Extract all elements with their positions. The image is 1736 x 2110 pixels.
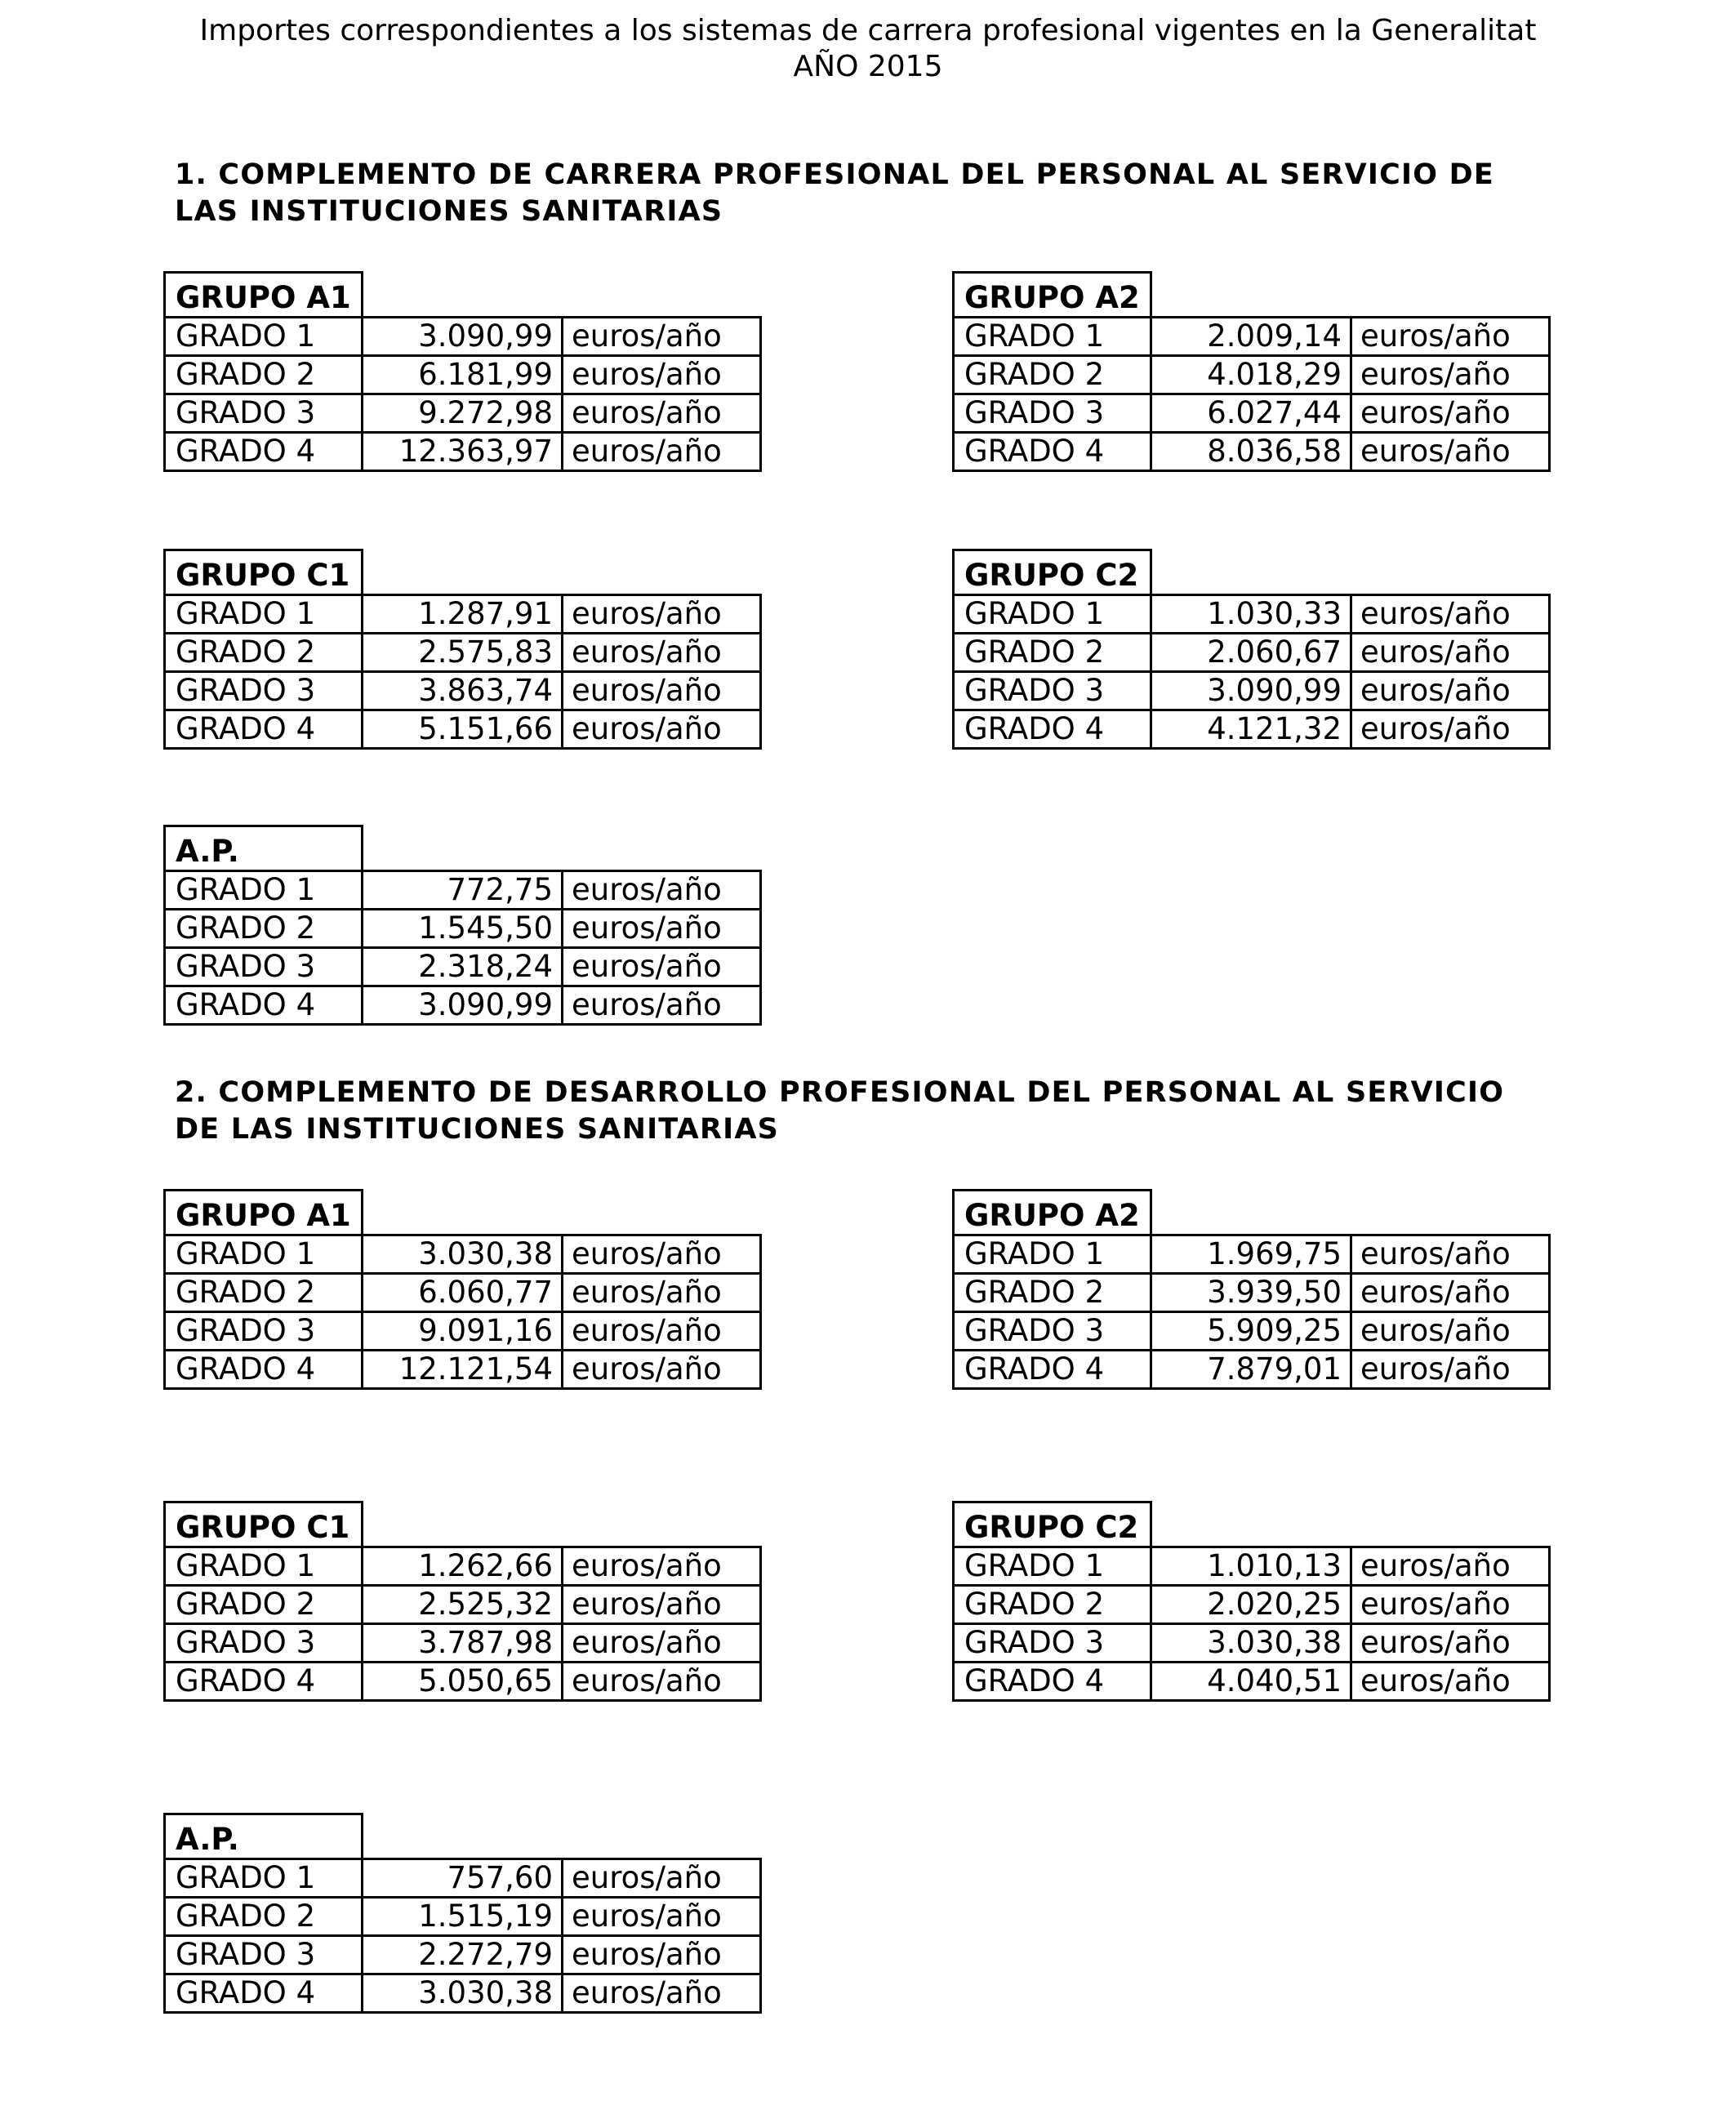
table-row bbox=[954, 1624, 1550, 1663]
header-spacer bbox=[1151, 550, 1550, 595]
table-row bbox=[165, 1663, 761, 1701]
grade-amount: 4.040,51 bbox=[1151, 1663, 1351, 1701]
grade-amount: 5.050,65 bbox=[363, 1663, 563, 1701]
section-2-heading bbox=[175, 1075, 1563, 1148]
amount-unit: euros/año bbox=[563, 672, 761, 710]
table-row bbox=[165, 710, 761, 749]
grade-amount: 6.181,99 bbox=[363, 356, 563, 394]
table-row bbox=[165, 1586, 761, 1624]
grade-amount: 3.090,99 bbox=[1151, 672, 1351, 710]
amount-unit: euros/año bbox=[563, 871, 761, 910]
amount-unit: euros/año bbox=[563, 1663, 761, 1701]
grade-table bbox=[163, 825, 762, 1026]
amount-unit: euros/año bbox=[563, 595, 761, 634]
amount-unit: euros/año bbox=[1351, 1663, 1550, 1701]
grade-amount: 7.879,01 bbox=[1151, 1351, 1351, 1389]
table-row bbox=[954, 595, 1550, 634]
amount-unit: euros/año bbox=[1351, 1547, 1550, 1586]
table-row bbox=[165, 634, 761, 672]
table-header-row bbox=[954, 273, 1550, 318]
grade-amount: 772,75 bbox=[363, 871, 563, 910]
table-row bbox=[165, 672, 761, 710]
amount-unit: euros/año bbox=[1351, 634, 1550, 672]
table-header-row bbox=[165, 273, 761, 318]
grade-label: GRADO 1 bbox=[165, 595, 363, 634]
grade-amount: 1.262,66 bbox=[363, 1547, 563, 1586]
grade-amount: 8.036,58 bbox=[1151, 433, 1351, 471]
table-row bbox=[165, 356, 761, 394]
amount-unit: euros/año bbox=[1351, 1274, 1550, 1312]
grade-table bbox=[163, 271, 762, 472]
grade-amount: 1.545,50 bbox=[363, 910, 563, 948]
amount-unit: euros/año bbox=[563, 710, 761, 749]
grade-amount: 3.030,38 bbox=[1151, 1624, 1351, 1663]
document-year: AÑO 2015 bbox=[793, 50, 943, 83]
amount-unit: euros/año bbox=[563, 433, 761, 471]
amount-unit: euros/año bbox=[563, 1898, 761, 1936]
amount-unit: euros/año bbox=[563, 318, 761, 356]
grade-amount: 2.020,25 bbox=[1151, 1586, 1351, 1624]
group-name: GRUPO A1 bbox=[165, 1191, 363, 1235]
grade-label: GRADO 4 bbox=[165, 986, 363, 1025]
grade-label: GRADO 2 bbox=[954, 356, 1151, 394]
amount-unit: euros/año bbox=[563, 1624, 761, 1663]
grade-label: GRADO 4 bbox=[165, 1663, 363, 1701]
table-row bbox=[954, 1351, 1550, 1389]
grade-label: GRADO 3 bbox=[954, 394, 1151, 433]
grade-amount: 6.060,77 bbox=[363, 1274, 563, 1312]
table-row bbox=[165, 1274, 761, 1312]
table-row bbox=[165, 948, 761, 986]
amount-unit: euros/año bbox=[563, 910, 761, 948]
table-row bbox=[165, 394, 761, 433]
grade-table bbox=[163, 1189, 762, 1390]
table-header-row bbox=[954, 550, 1550, 595]
grade-label: GRADO 3 bbox=[954, 672, 1151, 710]
grade-amount: 3.030,38 bbox=[363, 1235, 563, 1274]
document-title: Importes correspondientes a los sistemas de carrera profesional vigentes en la Generalitat bbox=[199, 14, 1537, 47]
table-row bbox=[954, 672, 1550, 710]
grade-label: GRADO 3 bbox=[165, 1936, 363, 1974]
table-row bbox=[954, 394, 1550, 433]
table-header-row bbox=[165, 550, 761, 595]
grade-label: GRADO 1 bbox=[165, 1547, 363, 1586]
table-row bbox=[165, 1312, 761, 1351]
grade-table bbox=[163, 1813, 762, 2014]
table-row bbox=[165, 1898, 761, 1936]
amount-unit: euros/año bbox=[1351, 672, 1550, 710]
grade-label: GRADO 3 bbox=[954, 1312, 1151, 1351]
grade-amount: 2.318,24 bbox=[363, 948, 563, 986]
amount-unit: euros/año bbox=[563, 1859, 761, 1898]
grade-table bbox=[163, 1501, 762, 1702]
table-row bbox=[954, 1663, 1550, 1701]
group-name: GRUPO C1 bbox=[165, 1502, 363, 1547]
grade-label: GRADO 4 bbox=[954, 710, 1151, 749]
group-name: GRUPO C1 bbox=[165, 550, 363, 595]
grade-label: GRADO 4 bbox=[165, 1351, 363, 1389]
grade-label: GRADO 4 bbox=[165, 433, 363, 471]
grade-label: GRADO 1 bbox=[954, 595, 1151, 634]
table-header-row bbox=[165, 1191, 761, 1235]
table-row bbox=[954, 1586, 1550, 1624]
table-row bbox=[165, 433, 761, 471]
amount-unit: euros/año bbox=[563, 1974, 761, 2013]
header-spacer bbox=[1151, 273, 1550, 318]
amount-unit: euros/año bbox=[1351, 1586, 1550, 1624]
amount-unit: euros/año bbox=[563, 1351, 761, 1389]
grade-amount: 12.121,54 bbox=[363, 1351, 563, 1389]
grade-label: GRADO 3 bbox=[165, 1312, 363, 1351]
amount-unit: euros/año bbox=[1351, 433, 1550, 471]
grade-amount: 3.787,98 bbox=[363, 1624, 563, 1663]
grade-label: GRADO 1 bbox=[954, 318, 1151, 356]
grade-table bbox=[163, 549, 762, 750]
grade-amount: 5.909,25 bbox=[1151, 1312, 1351, 1351]
grade-label: GRADO 1 bbox=[165, 318, 363, 356]
grade-amount: 2.525,32 bbox=[363, 1586, 563, 1624]
table-row bbox=[165, 871, 761, 910]
group-name: GRUPO C2 bbox=[954, 1502, 1151, 1547]
grade-table bbox=[952, 1189, 1551, 1390]
table-row bbox=[165, 318, 761, 356]
grade-label: GRADO 4 bbox=[954, 433, 1151, 471]
grade-label: GRADO 3 bbox=[165, 394, 363, 433]
header-spacer bbox=[363, 550, 761, 595]
table-row bbox=[165, 1936, 761, 1974]
amount-unit: euros/año bbox=[563, 1274, 761, 1312]
table-row bbox=[165, 986, 761, 1025]
group-name: GRUPO A2 bbox=[954, 1191, 1151, 1235]
table-header-row bbox=[165, 826, 761, 871]
grade-amount: 9.272,98 bbox=[363, 394, 563, 433]
grade-label: GRADO 4 bbox=[954, 1351, 1151, 1389]
group-name: GRUPO A1 bbox=[165, 273, 363, 318]
header-spacer bbox=[363, 1814, 761, 1859]
grade-label: GRADO 1 bbox=[165, 871, 363, 910]
grade-label: GRADO 1 bbox=[954, 1547, 1151, 1586]
header-spacer bbox=[363, 1191, 761, 1235]
grade-amount: 4.018,29 bbox=[1151, 356, 1351, 394]
amount-unit: euros/año bbox=[1351, 1351, 1550, 1389]
grade-label: GRADO 2 bbox=[165, 356, 363, 394]
amount-unit: euros/año bbox=[1351, 394, 1550, 433]
section-1-heading-line-2: LAS INSTITUCIONES SANITARIAS bbox=[175, 195, 723, 228]
amount-unit: euros/año bbox=[563, 394, 761, 433]
grade-label: GRADO 2 bbox=[165, 634, 363, 672]
table-row bbox=[165, 1859, 761, 1898]
table-row bbox=[954, 710, 1550, 749]
table-header-row bbox=[954, 1502, 1550, 1547]
group-name: A.P. bbox=[165, 1814, 363, 1859]
section-2-heading-line-1: 2. COMPLEMENTO DE DESARROLLO PROFESIONAL DEL PERSONAL AL SERVICIO bbox=[175, 1076, 1505, 1109]
header-spacer bbox=[1151, 1502, 1550, 1547]
amount-unit: euros/año bbox=[563, 1235, 761, 1274]
grade-label: GRADO 2 bbox=[165, 1274, 363, 1312]
section-2-heading-line-2: DE LAS INSTITUCIONES SANITARIAS bbox=[175, 1113, 780, 1146]
grade-label: GRADO 1 bbox=[954, 1235, 1151, 1274]
grade-amount: 2.575,83 bbox=[363, 634, 563, 672]
grade-label: GRADO 2 bbox=[165, 1586, 363, 1624]
grade-amount: 3.939,50 bbox=[1151, 1274, 1351, 1312]
amount-unit: euros/año bbox=[563, 1586, 761, 1624]
table-row bbox=[165, 1351, 761, 1389]
grade-amount: 9.091,16 bbox=[363, 1312, 563, 1351]
table-header-row bbox=[165, 1502, 761, 1547]
group-name: A.P. bbox=[165, 826, 363, 871]
amount-unit: euros/año bbox=[563, 1936, 761, 1974]
grade-amount: 3.090,99 bbox=[363, 318, 563, 356]
table-row bbox=[954, 433, 1550, 471]
table-header-row bbox=[954, 1191, 1550, 1235]
table-row bbox=[954, 1312, 1550, 1351]
grade-label: GRADO 3 bbox=[165, 948, 363, 986]
amount-unit: euros/año bbox=[563, 356, 761, 394]
grade-label: GRADO 2 bbox=[165, 1898, 363, 1936]
table-row bbox=[954, 356, 1550, 394]
grade-label: GRADO 1 bbox=[165, 1235, 363, 1274]
grade-table bbox=[952, 549, 1551, 750]
grade-amount: 4.121,32 bbox=[1151, 710, 1351, 749]
amount-unit: euros/año bbox=[1351, 318, 1550, 356]
header-spacer bbox=[1151, 1191, 1550, 1235]
amount-unit: euros/año bbox=[563, 948, 761, 986]
amount-unit: euros/año bbox=[1351, 1624, 1550, 1663]
grade-amount: 2.009,14 bbox=[1151, 318, 1351, 356]
grade-label: GRADO 4 bbox=[954, 1663, 1151, 1701]
amount-unit: euros/año bbox=[1351, 595, 1550, 634]
grade-label: GRADO 3 bbox=[165, 1624, 363, 1663]
grade-amount: 757,60 bbox=[363, 1859, 563, 1898]
grade-amount: 2.272,79 bbox=[363, 1936, 563, 1974]
table-row bbox=[165, 1624, 761, 1663]
table-row bbox=[954, 1235, 1550, 1274]
grade-amount: 1.287,91 bbox=[363, 595, 563, 634]
grade-label: GRADO 4 bbox=[165, 1974, 363, 2013]
grade-amount: 3.030,38 bbox=[363, 1974, 563, 2013]
grade-label: GRADO 1 bbox=[165, 1859, 363, 1898]
header-spacer bbox=[363, 1502, 761, 1547]
section-1-heading-line-1: 1. COMPLEMENTO DE CARRERA PROFESIONAL DEL PERSONAL AL SERVICIO DE bbox=[175, 158, 1494, 191]
grade-amount: 2.060,67 bbox=[1151, 634, 1351, 672]
grade-table bbox=[952, 271, 1551, 472]
grade-label: GRADO 2 bbox=[954, 634, 1151, 672]
grade-amount: 6.027,44 bbox=[1151, 394, 1351, 433]
amount-unit: euros/año bbox=[563, 1547, 761, 1586]
section-1-heading bbox=[175, 157, 1563, 230]
grade-amount: 1.030,33 bbox=[1151, 595, 1351, 634]
table-row bbox=[165, 1235, 761, 1274]
header-spacer bbox=[363, 273, 761, 318]
table-row bbox=[165, 1974, 761, 2013]
grade-amount: 5.151,66 bbox=[363, 710, 563, 749]
group-name: GRUPO C2 bbox=[954, 550, 1151, 595]
grade-amount: 1.010,13 bbox=[1151, 1547, 1351, 1586]
table-row bbox=[165, 910, 761, 948]
grade-label: GRADO 2 bbox=[954, 1274, 1151, 1312]
table-row bbox=[954, 318, 1550, 356]
table-row bbox=[954, 1547, 1550, 1586]
group-name: GRUPO A2 bbox=[954, 273, 1151, 318]
grade-label: GRADO 3 bbox=[165, 672, 363, 710]
table-row bbox=[165, 1547, 761, 1586]
grade-label: GRADO 3 bbox=[954, 1624, 1151, 1663]
amount-unit: euros/año bbox=[1351, 356, 1550, 394]
amount-unit: euros/año bbox=[563, 634, 761, 672]
header-spacer bbox=[363, 826, 761, 871]
amount-unit: euros/año bbox=[1351, 1312, 1550, 1351]
grade-label: GRADO 2 bbox=[954, 1586, 1151, 1624]
grade-label: GRADO 2 bbox=[165, 910, 363, 948]
table-row bbox=[165, 595, 761, 634]
table-row bbox=[954, 1274, 1550, 1312]
grade-amount: 1.515,19 bbox=[363, 1898, 563, 1936]
table-header-row bbox=[165, 1814, 761, 1859]
grade-amount: 12.363,97 bbox=[363, 433, 563, 471]
amount-unit: euros/año bbox=[563, 986, 761, 1025]
grade-amount: 3.090,99 bbox=[363, 986, 563, 1025]
grade-amount: 1.969,75 bbox=[1151, 1235, 1351, 1274]
grade-amount: 3.863,74 bbox=[363, 672, 563, 710]
table-row bbox=[954, 634, 1550, 672]
amount-unit: euros/año bbox=[1351, 710, 1550, 749]
amount-unit: euros/año bbox=[1351, 1235, 1550, 1274]
amount-unit: euros/año bbox=[563, 1312, 761, 1351]
grade-table bbox=[952, 1501, 1551, 1702]
grade-label: GRADO 4 bbox=[165, 710, 363, 749]
